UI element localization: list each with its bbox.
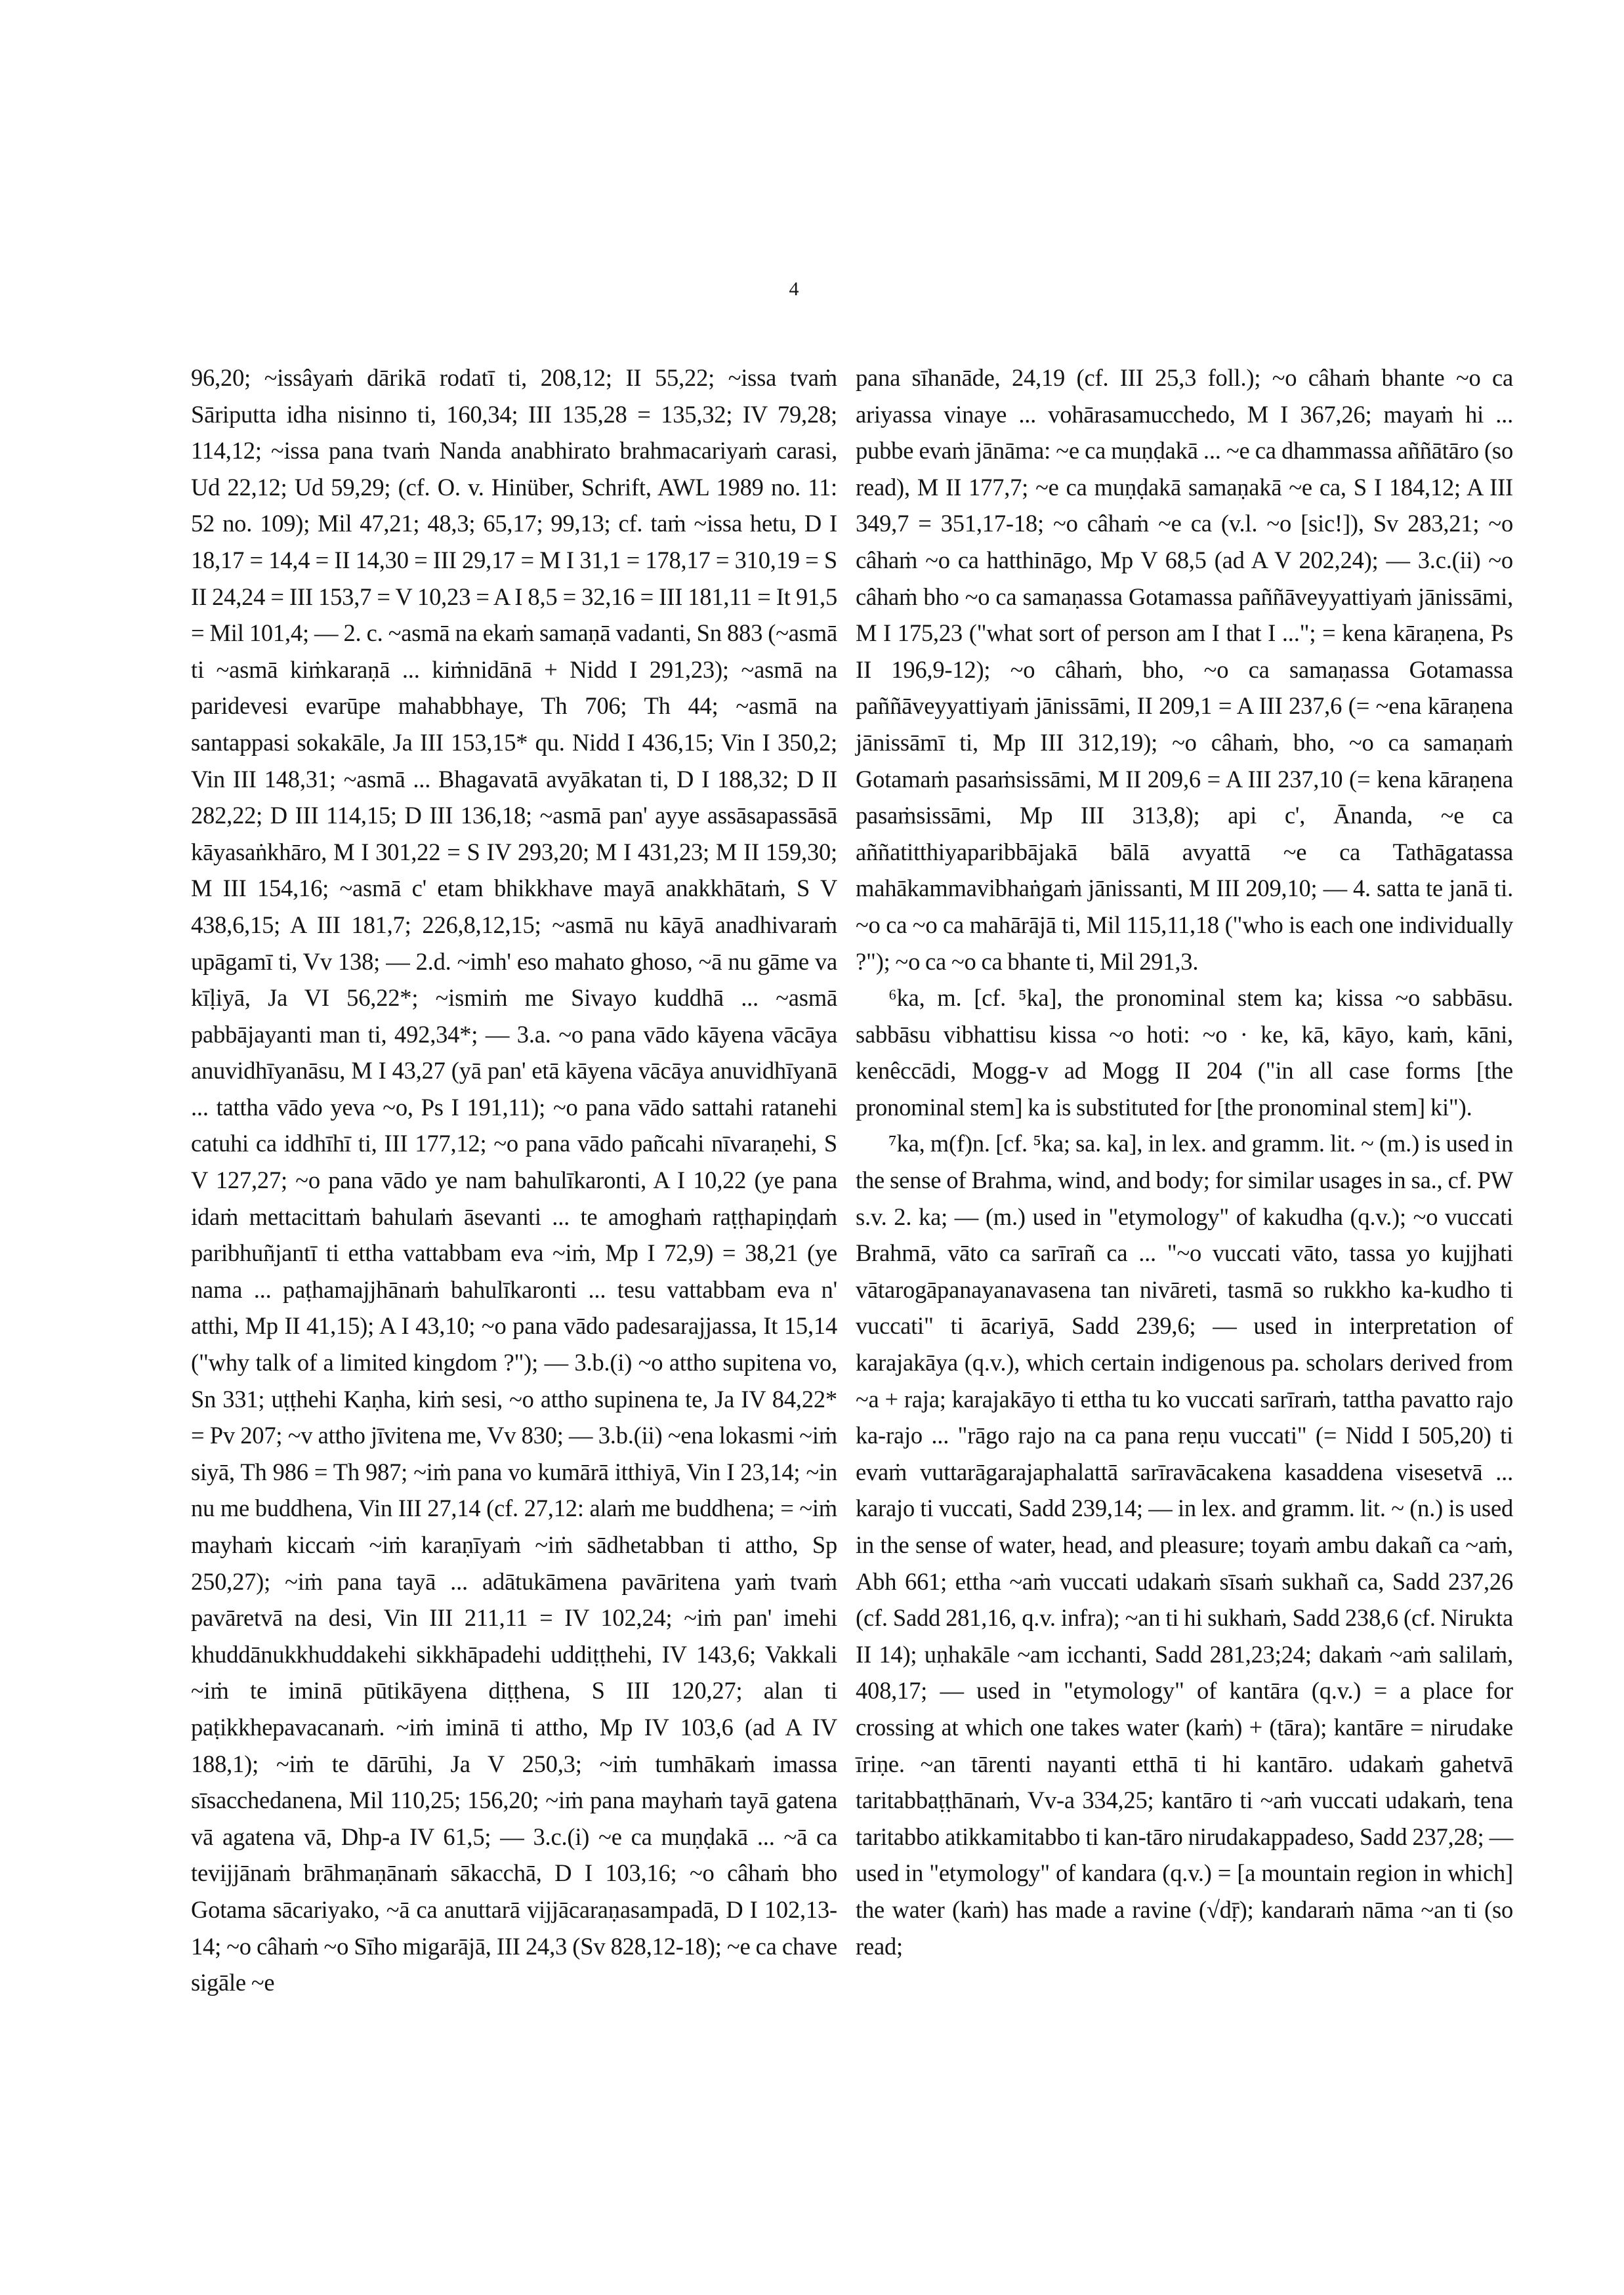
right-column <box>856 360 1513 1964</box>
left-column-paragraph: 96,20; ~issâyaṁ dārikā rodatī ti, 208,12; II 55,22; ~issa tvaṁ Sāriputta idha nisinno ti, 160,34; III 135,28 = 135,32; IV 79,28; 114,12; ~issa pana tvaṁ Nanda anabhirato brahmacariyaṁ carasi, Ud 22,12; Ud 59,29; (cf. O. v. Hinüber, Schrift, AWL 1989 no. 11: 52 no. 109); Mil 47,21; 48,3; 65,17; 99,13; cf. taṁ ~issa hetu, D I 18,17 = 14,4 = II 14,30 = III 29,17 = M I 31,1 = 178,17 = 310,19 = S II 24,24 = III 153,7 = V 10,23 = A I 8,5 = 32,16 = III 181,11 = It 91,5 = Mil 101,4; — 2. c. ~asmā na ekaṁ samaṇā vadanti, Sn 883 (~asmā ti ~asmā kiṁkaraṇā ... kiṁnidānā + Nidd I 291,23); ~asmā na paridevesi evarūpe mahabbhaye, Th 706; Th 44; ~asmā na santappasi sokakāle, Ja III 153,15* qu. Nidd I 436,15; Vin I 350,2; Vin III 148,31; ~asmā ... Bhagavatā avyākatan ti, D I 188,32; D II 282,22; D III 114,15; D III 136,18; ~asmā pan' ayye assāsapassāsā kāyasaṅkhāro, M I 301,22 = S IV 293,20; M I 431,23; M II 159,30; M III 154,16; ~asmā c' etam bhikkhave mayā anakkhātaṁ, S V 438,6,15; A III 181,7; 226,8,12,15; ~asmā nu kāyā anadhivaraṁ upāgamī ti, Vv 138; — 2.d. ~imh' eso mahato ghoso, ~ā nu gāme va kīḷiyā, Ja VI 56,22*; ~ismiṁ me Sivayo kuddhā ... ~asmā pabbājayanti man ti, 492,34*; — 3.a. ~o pana vādo kāyena vācāya anuvidhīyanāsu, M I 43,27 (yā pan' etā kāyena vācāya anuvidhīyanā ... tattha vādo yeva ~o, Ps I 191,11); ~o pana vādo sattahi ratanehi catuhi ca iddhīhī ti, III 177,12; ~o pana vādo pañcahi nīvaraṇehi, S V 127,27; ~o pana vādo ye nam bahulīkaronti, A I 10,22 (ye pana idaṁ mettacittaṁ bahulaṁ āsevanti ... te amoghaṁ raṭṭhapiṇḍaṁ paribhuñjantī ti ettha vattabbam eva ~iṁ, Mp I 72,9) = 38,21 (ye nama ... paṭhamajjhānaṁ bahulīkaronti ... tesu vattabbam eva n' atthi, Mp II 41,15); A I 43,10; ~o pana vādo padesarajjassa, It 15,14 ("why talk of a limited kingdom ?"); — 3.b.(i) ~o attho supitena vo, Sn 331; uṭṭhehi Kaṇha, kiṁ sesi, ~o attho supinena te, Ja IV 84,22* = Pv 207; ~v attho jīvitena me, Vv 830; — 3.b.(ii) ~ena lokasmi ~iṁ siyā, Th 986 = Th 987; ~iṁ pana vo kumārā itthiyā, Vin I 23,14; ~in nu me buddhena, Vin III 27,14 (cf. 27,12: alaṁ me buddhena; = ~iṁ mayhaṁ kiccaṁ ~iṁ karaṇīyaṁ ~iṁ sādhetabban ti attho, Sp 250,27); ~iṁ pana tayā ... adātukāmena pavāritena yaṁ tvaṁ pavāretvā na desi, Vin III 211,11 = IV 102,24; ~iṁ pan' imehi khuddānukkhuddakehi sikkhāpadehi uddiṭṭhehi, IV 143,6; Vakkali ~iṁ te iminā pūtikāyena diṭṭhena, S III 120,27; alan ti paṭikkhepavacanaṁ. ~iṁ iminā ti attho, Mp IV 103,6 (ad A IV 188,1); ~iṁ te dārūhi, Ja V 250,3; ~iṁ tumhākaṁ imassa sīsacchedanena, Mil 110,25; 156,20; ~iṁ pana mayhaṁ tayā gatena vā agatena vā, Dhp-a IV 61,5; — 3.c.(i) ~e ca muṇḍakā ... ~ā ca tevijjānaṁ brāhmaṇānaṁ sākacchā, D I 103,16; ~o câhaṁ bho Gotama sācariyako, ~ā ca anuttarā vijjācaraṇasampadā, D I 102,13-14; ~o câhaṁ ~o Sīho migarājā, III 24,3 (Sv 828,12-18); ~e ca chave sigāle ~e <box>191 364 837 1996</box>
right-column-paragraph-continuation: pana sīhanāde, 24,19 (cf. III 25,3 foll.); ~o câhaṁ bhante ~o ca ariyassa vinaye ... vohārasamucchedo, M I 367,26; mayaṁ hi ... pubbe evaṁ jānāma: ~e ca muṇḍakā ... ~e ca dhammassa aññātāro (so read), M II 177,7; ~e ca muṇḍakā samaṇakā ~e ca, S I 184,12; A III 349,7 = 351,17-18; ~o câhaṁ ~e ca (v.l. ~o [sic!]), Sv 283,21; ~o câhaṁ ~o ca hatthināgo, Mp V 68,5 (ad A V 202,24); — 3.c.(ii) ~o câhaṁ bho ~o ca samaṇassa Gotamassa paññāveyyattiyaṁ jānissāmi, M I 175,23 ("what sort of person am I that I ..."; = kena kāraṇena, Ps II 196,9-12); ~o câhaṁ, bho, ~o ca samaṇassa Gotamassa paññāveyyattiyaṁ jānissāmi, II 209,1 = A III 237,6 (= ~ena kāraṇena jānissāmī ti, Mp III 312,19); ~o câhaṁ, bho, ~o ca samaṇaṁ Gotamaṁ pasaṁsissāmi, M II 209,6 = A III 237,10 (= kena kāraṇena pasaṁsissāmi, Mp III 313,8); api c', Ānanda, ~e ca aññatitthiyaparibbājakā bālā avyattā ~e ca Tathāgatassa mahākammavibhaṅgaṁ jānissanti, M III 209,10; — 4. satta te janā ti. ~o ca ~o ca mahārājā ti, Mil 115,11,18 ("who is each one individually ?"); ~o ca ~o ca bhante ti, Mil 291,3. <box>856 364 1513 975</box>
left-column <box>191 360 837 2001</box>
right-column-paragraph-entry-6ka: ⁶ka, m. [cf. ⁵ka], the pronominal stem ka; kissa ~o sabbāsu. sabbāsu vibhattisu kissa ~o hoti: ~o · ke, kā, kāyo, kaṁ, kāni, kenêccādi, Mogg-v ad Mogg II 204 ("in all case forms [the pronominal stem] ka is substituted for [the pronominal stem] ki"). <box>856 984 1513 1121</box>
right-column-paragraph-entry-7ka: ⁷ka, m(f)n. [cf. ⁵ka; sa. ka], in lex. and gramm. lit. ~ (m.) is used in the sense of Brahma, wind, and body; for similar usages in sa., cf. PW s.v. 2. ka; — (m.) used in "etymology" of kakudha (q.v.); ~o vuccati Brahmā, vāto ca sarīrañ ca ... "~o vuccati vāto, tassa yo kujjhati vātarogāpanayanavasena tan nivāreti, tasmā so rukkho ka-kudho ti vuccati" ti ācariyā, Sadd 239,6; — used in interpretation of karajakāya (q.v.), which certain indigenous pa. scholars derived from ~a + raja; karajakāyo ti ettha tu ko vuccati sarīraṁ, tattha pavatto rajo ka-rajo ... "rāgo rajo na ca pana reṇu vuccati" (= Nidd I 505,20) ti evaṁ vuttarāgarajaphalattā sarīravācakena kasaddena visesetvā ... karajo ti vuccati, Sadd 239,14; — in lex. and gramm. lit. ~ (n.) is used in the sense of water, head, and pleasure; toyaṁ ambu dakañ ca ~aṁ, Abh 661; ettha ~aṁ vuccati udakaṁ sīsaṁ sukhañ ca, Sadd 237,26 (cf. Sadd 281,16, q.v. infra); ~an ti hi sukhaṁ, Sadd 238,6 (cf. Nirukta II 14); uṇhakāle ~am icchanti, Sadd 281,23;24; dakaṁ ~aṁ salilaṁ, 408,17; — used in "etymology" of kantāra (q.v.) = a place for crossing at which one takes water (kaṁ) + (tāra); kantāre = nirudake īriṇe. ~an tārenti nayanti etthā ti hi kantāro. udakaṁ gahetvā taritabbaṭṭhānaṁ, Vv-a 334,25; kantāro ti ~aṁ vuccati udakaṁ, tena taritabbo atikkamitabbo ti kan-tāro nirudakappadeso, Sadd 237,28; — used in "etymology" of kandara (q.v.) = [a mountain region in which] the water (kaṁ) has made a ravine (√dṝ); kandaraṁ nāma ~an ti (so read; <box>856 1130 1513 1960</box>
page-number: 4 <box>789 278 799 300</box>
